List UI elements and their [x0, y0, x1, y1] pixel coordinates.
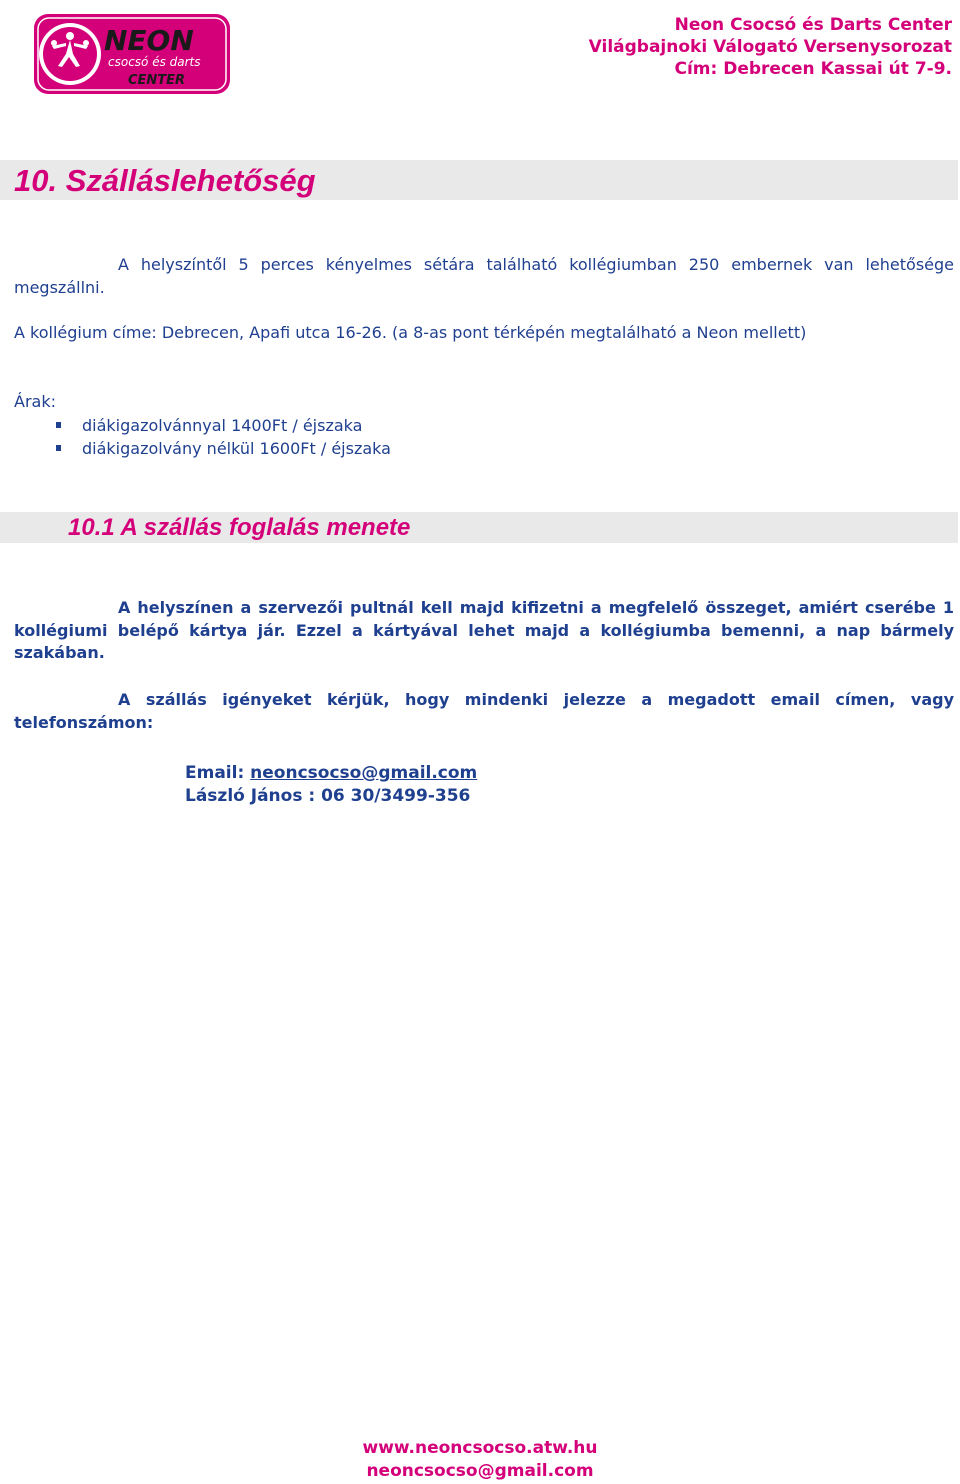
list-item — [14, 414, 391, 437]
payment-text: A helyszínen a szervezői pultnál kell majd kifizetni a megfelelő összeget, amiért cserébe 1 kollégiumi belépő kártya jár. Ezzel a kártyával lehet majd a kollégiumba bemenni, a nap bármely szakában. — [14, 598, 954, 662]
request-text: A szállás igényeket kérjük, hogy mindenki jelezze a megadott email címen, vagy telefonszámon: — [14, 690, 954, 732]
footer-website: www.neoncsocso.atw.hu — [362, 1438, 598, 1458]
logo-bottom-text: CENTER — [128, 73, 186, 88]
intro-paragraph — [14, 254, 954, 299]
header-line-2: Világbajnoki Válogató Versenysorozat — [588, 37, 952, 57]
phone-line: László János : 06 30/3499-356 — [185, 786, 471, 806]
section-title: 10. Szálláslehetőség — [14, 163, 316, 198]
header-line-3: Cím: Debrecen Kassai út 7-9. — [674, 59, 952, 79]
logo-middle-text: csocsó és darts — [108, 55, 201, 69]
subsection-title: 10.1 A szállás foglalás menete — [68, 514, 411, 541]
neon-logo — [32, 10, 232, 98]
header-block — [589, 14, 952, 80]
email-line — [185, 762, 477, 785]
price-without-card: diákigazolvány nélkül 1600Ft / éjszaka — [82, 439, 391, 458]
footer — [0, 1437, 960, 1483]
prices-label: Árak: — [14, 392, 56, 411]
intro-text: A helyszíntől 5 perces kényelmes sétára található kollégiumban 250 embernek van lehetősége megszállni. — [14, 255, 954, 297]
footer-email: neoncsocso@gmail.com — [366, 1461, 594, 1481]
contact-block — [185, 762, 477, 808]
bullet-icon — [56, 445, 61, 451]
prices-list — [14, 414, 391, 460]
logo-top-text: NEON — [104, 24, 194, 57]
list-item — [14, 437, 391, 460]
payment-paragraph — [14, 597, 954, 665]
email-label: Email: — [185, 763, 251, 783]
price-with-card: diákigazolvánnyal 1400Ft / éjszaka — [82, 416, 363, 435]
address-text: A kollégium címe: Debrecen, Apafi utca 16-26. (a 8-as pont térképén megtalálható a Neon mellett) — [14, 323, 807, 342]
email-link[interactable]: neoncsocso@gmail.com — [250, 763, 478, 783]
bullet-icon — [56, 422, 61, 428]
address-paragraph — [14, 322, 954, 345]
header-line-1: Neon Csocsó és Darts Center — [674, 15, 952, 35]
request-paragraph — [14, 689, 954, 734]
